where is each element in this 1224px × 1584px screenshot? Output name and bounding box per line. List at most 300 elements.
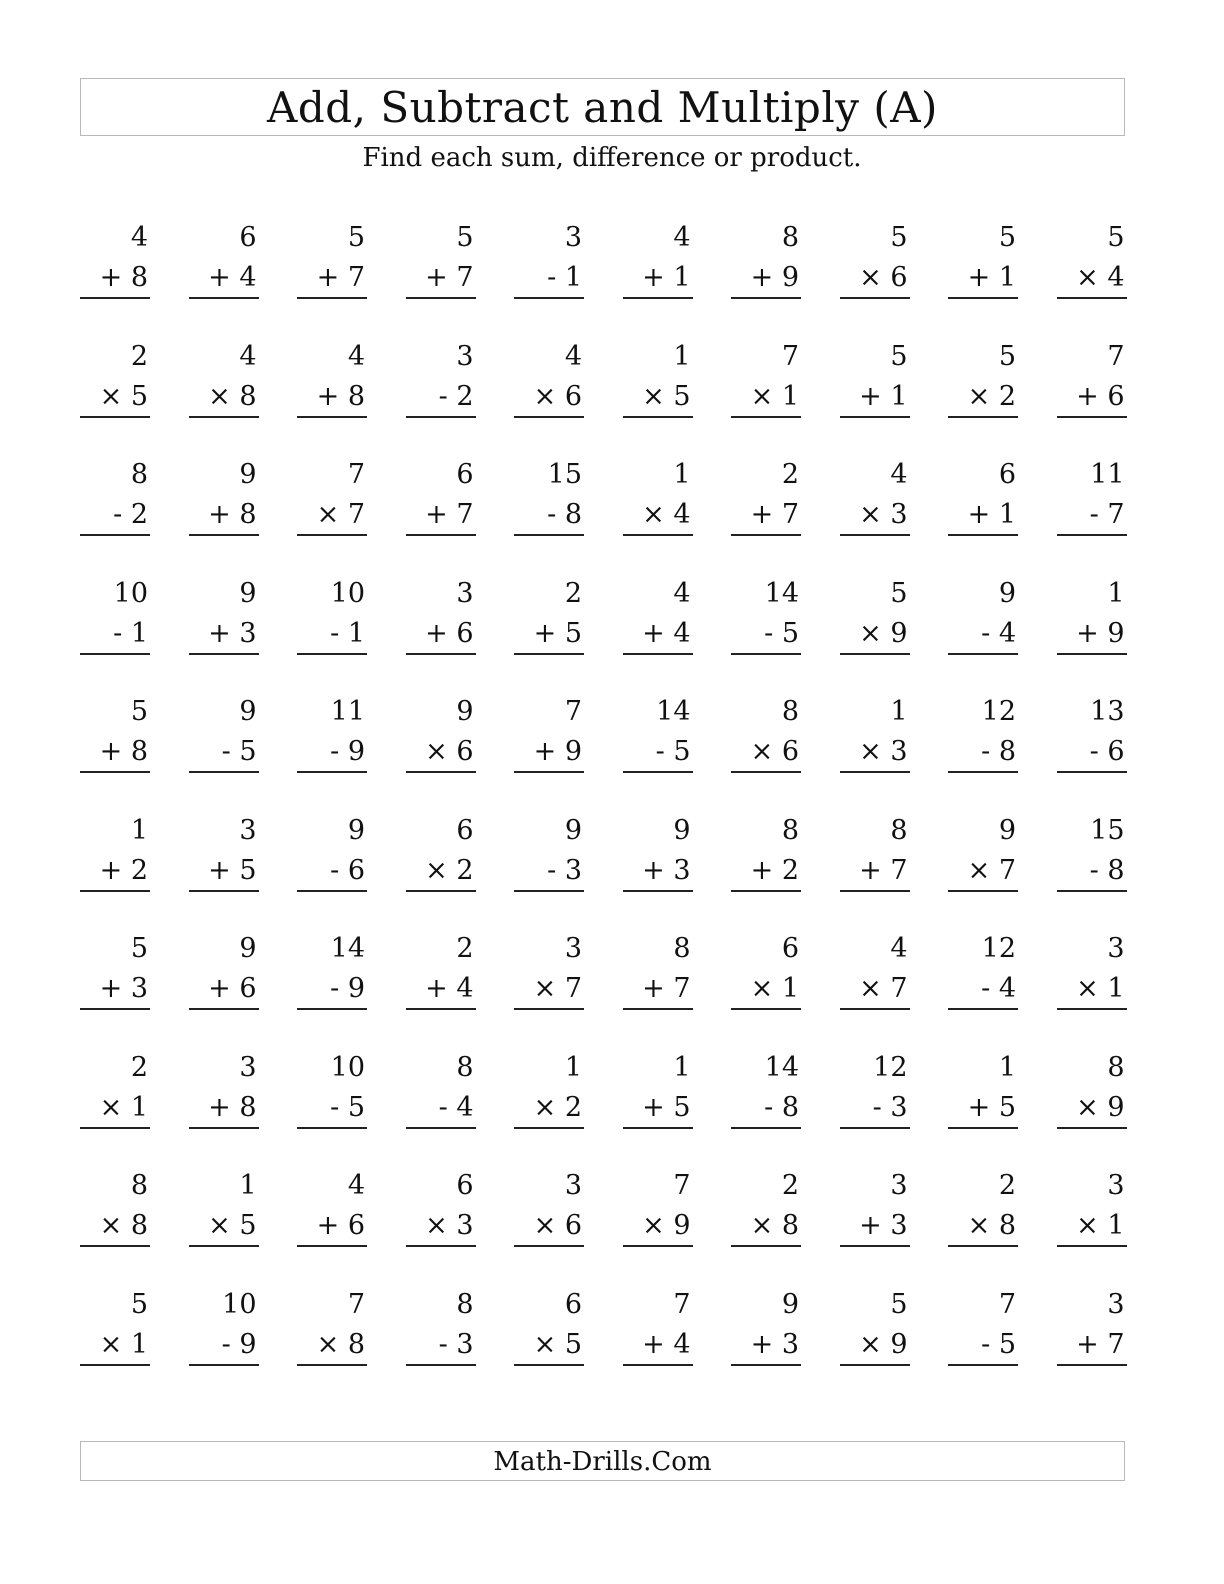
answer-line xyxy=(731,1364,801,1366)
problem-top-number: 12 xyxy=(981,933,1016,964)
problem-10-5 xyxy=(514,1287,584,1367)
problem-9-9 xyxy=(948,1168,1018,1248)
answer-line xyxy=(80,1127,150,1129)
problem-6-6 xyxy=(623,813,693,893)
problem-7-7 xyxy=(731,931,801,1011)
problem-operator-number: + 1 xyxy=(642,262,691,293)
problem-1-5 xyxy=(514,220,584,300)
problem-top-number: 6 xyxy=(456,814,474,846)
problem-top-number: 3 xyxy=(1107,1170,1125,1201)
answer-line xyxy=(297,1245,367,1247)
answer-line xyxy=(948,534,1018,536)
problem-operator-number: - 1 xyxy=(330,617,365,649)
problem-8-6 xyxy=(623,1050,693,1130)
answer-line xyxy=(514,890,584,892)
answer-line xyxy=(297,416,367,418)
problem-operator-number: + 8 xyxy=(316,380,365,412)
problem-top-number: 4 xyxy=(347,1170,365,1201)
answer-line xyxy=(406,1008,476,1010)
problem-operator-number: × 5 xyxy=(642,380,691,412)
problem-1-1 xyxy=(80,220,150,300)
problem-top-number: 15 xyxy=(1090,814,1125,846)
problem-top-number: 1 xyxy=(1107,577,1125,609)
problem-4-9 xyxy=(948,576,1018,656)
problem-9-3 xyxy=(297,1168,367,1248)
problem-operator-number: + 4 xyxy=(642,617,691,649)
problem-4-6 xyxy=(623,576,693,656)
problem-operator-number: + 4 xyxy=(208,262,257,293)
answer-line xyxy=(514,1127,584,1129)
problem-operator-number: × 4 xyxy=(642,499,691,530)
answer-line xyxy=(1057,1245,1127,1247)
problem-top-number: 9 xyxy=(239,577,257,609)
problem-top-number: 4 xyxy=(130,222,148,253)
problem-top-number: 3 xyxy=(564,1170,582,1201)
problem-2-3 xyxy=(297,339,367,419)
problem-operator-number: + 6 xyxy=(425,617,474,649)
problem-top-number: 5 xyxy=(1107,222,1125,253)
answer-line xyxy=(948,1364,1018,1366)
problem-operator-number: × 9 xyxy=(1076,1091,1125,1123)
problem-operator-number: - 8 xyxy=(764,1091,799,1123)
problem-operator-number: - 5 xyxy=(764,617,799,649)
problem-10-8 xyxy=(840,1287,910,1367)
problem-top-number: 10 xyxy=(330,1051,365,1083)
answer-line xyxy=(840,771,910,773)
answer-line xyxy=(840,416,910,418)
problem-top-number: 3 xyxy=(1107,933,1125,964)
answer-line xyxy=(731,534,801,536)
problem-operator-number: - 5 xyxy=(330,1091,365,1123)
answer-line xyxy=(623,297,693,299)
problem-top-number: 5 xyxy=(130,1288,148,1320)
problem-top-number: 3 xyxy=(239,1051,257,1083)
problem-top-number: 6 xyxy=(781,933,799,964)
problem-1-8 xyxy=(840,220,910,300)
problem-operator-number: - 3 xyxy=(438,1328,474,1360)
problem-1-2 xyxy=(189,220,259,300)
problem-operator-number: + 6 xyxy=(316,1210,365,1241)
problem-7-1 xyxy=(80,931,150,1011)
problem-3-8 xyxy=(840,457,910,537)
answer-line xyxy=(189,1364,259,1366)
problem-3-10 xyxy=(1057,457,1127,537)
problem-top-number: 8 xyxy=(130,459,148,490)
problem-5-2 xyxy=(189,694,259,774)
problem-5-8 xyxy=(840,694,910,774)
problem-10-6 xyxy=(623,1287,693,1367)
problem-top-number: 14 xyxy=(330,933,365,964)
problem-operator-number: - 4 xyxy=(981,617,1016,649)
problem-6-2 xyxy=(189,813,259,893)
answer-line xyxy=(1057,1008,1127,1010)
footer-box xyxy=(80,1441,1125,1481)
problem-operator-number: × 3 xyxy=(859,736,908,767)
answer-line xyxy=(297,890,367,892)
title-box xyxy=(80,78,1125,136)
problem-operator-number: + 8 xyxy=(208,1091,257,1123)
problem-top-number: 1 xyxy=(130,814,148,846)
problem-top-number: 2 xyxy=(456,933,474,964)
problem-3-1 xyxy=(80,457,150,537)
problem-top-number: 5 xyxy=(890,340,908,372)
answer-line xyxy=(948,771,1018,773)
problem-top-number: 8 xyxy=(781,814,799,846)
problem-10-7 xyxy=(731,1287,801,1367)
answer-line xyxy=(731,1245,801,1247)
problem-7-3 xyxy=(297,931,367,1011)
problem-top-number: 9 xyxy=(239,459,257,490)
problem-6-10 xyxy=(1057,813,1127,893)
answer-line xyxy=(80,416,150,418)
answer-line xyxy=(189,534,259,536)
answer-line xyxy=(189,416,259,418)
answer-line xyxy=(731,1008,801,1010)
problem-operator-number: - 5 xyxy=(221,736,257,767)
answer-line xyxy=(189,1127,259,1129)
problem-operator-number: × 3 xyxy=(859,499,908,530)
answer-line xyxy=(1057,1364,1127,1366)
problem-6-1 xyxy=(80,813,150,893)
problem-operator-number: + 1 xyxy=(967,499,1016,530)
problem-4-10 xyxy=(1057,576,1127,656)
problem-top-number: 6 xyxy=(564,1288,582,1320)
problem-6-4 xyxy=(406,813,476,893)
problem-operator-number: + 6 xyxy=(208,973,257,1004)
problem-8-3 xyxy=(297,1050,367,1130)
problem-operator-number: + 6 xyxy=(1076,380,1125,412)
problem-operator-number: - 3 xyxy=(872,1091,908,1123)
answer-line xyxy=(948,1245,1018,1247)
problem-operator-number: + 2 xyxy=(750,854,799,886)
problem-5-9 xyxy=(948,694,1018,774)
problem-operator-number: - 6 xyxy=(1089,736,1125,767)
answer-line xyxy=(623,1127,693,1129)
problem-top-number: 2 xyxy=(998,1170,1016,1201)
answer-line xyxy=(189,1008,259,1010)
problem-top-number: 4 xyxy=(673,577,691,609)
answer-line xyxy=(1057,771,1127,773)
problem-2-4 xyxy=(406,339,476,419)
problem-operator-number: × 6 xyxy=(425,736,474,767)
problem-operator-number: - 6 xyxy=(330,854,365,886)
problem-2-9 xyxy=(948,339,1018,419)
problem-top-number: 1 xyxy=(673,340,691,372)
problem-operator-number: + 8 xyxy=(208,499,257,530)
problem-operator-number: - 9 xyxy=(330,973,365,1004)
problem-top-number: 3 xyxy=(1107,1288,1125,1320)
problem-top-number: 10 xyxy=(330,577,365,609)
problem-operator-number: + 4 xyxy=(425,973,474,1004)
problem-grid xyxy=(80,220,1126,1380)
problem-8-4 xyxy=(406,1050,476,1130)
problem-3-9 xyxy=(948,457,1018,537)
problem-9-7 xyxy=(731,1168,801,1248)
problem-operator-number: × 7 xyxy=(859,973,908,1004)
answer-line xyxy=(623,1245,693,1247)
problem-top-number: 4 xyxy=(564,340,582,372)
problem-top-number: 3 xyxy=(456,340,474,372)
problem-top-number: 14 xyxy=(764,577,799,609)
problem-4-7 xyxy=(731,576,801,656)
answer-line xyxy=(731,653,801,655)
problem-operator-number: × 5 xyxy=(533,1328,582,1360)
problem-operator-number: + 3 xyxy=(208,617,257,649)
problem-operator-number: - 8 xyxy=(1089,854,1125,886)
answer-line xyxy=(406,653,476,655)
answer-line xyxy=(514,653,584,655)
problem-operator-number: - 5 xyxy=(655,736,691,767)
answer-line xyxy=(297,771,367,773)
problem-operator-number: - 3 xyxy=(547,854,582,886)
answer-line xyxy=(80,297,150,299)
answer-line xyxy=(840,534,910,536)
problem-top-number: 5 xyxy=(890,577,908,609)
answer-line xyxy=(623,1364,693,1366)
problem-top-number: 8 xyxy=(456,1288,474,1320)
problem-top-number: 2 xyxy=(130,340,148,372)
answer-line xyxy=(731,771,801,773)
problem-operator-number: × 1 xyxy=(750,973,799,1004)
problem-operator-number: - 7 xyxy=(1089,499,1125,530)
answer-line xyxy=(948,1008,1018,1010)
problem-top-number: 8 xyxy=(673,933,691,964)
problem-operator-number: × 2 xyxy=(533,1091,582,1123)
problem-top-number: 1 xyxy=(998,1051,1016,1083)
problem-6-8 xyxy=(840,813,910,893)
problem-operator-number: × 9 xyxy=(642,1210,691,1241)
instructions: Find each sum, difference or product. xyxy=(362,143,862,173)
problem-5-7 xyxy=(731,694,801,774)
answer-line xyxy=(80,771,150,773)
answer-line xyxy=(514,534,584,536)
answer-line xyxy=(189,890,259,892)
problem-4-4 xyxy=(406,576,476,656)
problem-top-number: 4 xyxy=(347,340,365,372)
problem-9-8 xyxy=(840,1168,910,1248)
problem-operator-number: + 8 xyxy=(99,736,148,767)
problem-top-number: 9 xyxy=(673,814,691,846)
problem-top-number: 1 xyxy=(564,1051,582,1083)
problem-9-10 xyxy=(1057,1168,1127,1248)
problem-operator-number: + 9 xyxy=(1076,617,1125,649)
problem-7-6 xyxy=(623,931,693,1011)
problem-top-number: 8 xyxy=(1107,1051,1125,1083)
answer-line xyxy=(189,1245,259,1247)
problem-1-9 xyxy=(948,220,1018,300)
problem-operator-number: + 7 xyxy=(859,854,908,886)
answer-line xyxy=(514,297,584,299)
problem-2-7 xyxy=(731,339,801,419)
problem-top-number: 9 xyxy=(564,814,582,846)
answer-line xyxy=(406,416,476,418)
problem-top-number: 5 xyxy=(347,222,365,253)
problem-operator-number: + 3 xyxy=(99,973,148,1004)
page-title: Add, Subtract and Multiply (A) xyxy=(267,83,938,132)
problem-7-5 xyxy=(514,931,584,1011)
problem-7-2 xyxy=(189,931,259,1011)
problem-operator-number: + 7 xyxy=(1076,1328,1125,1360)
problem-operator-number: × 4 xyxy=(1076,262,1125,293)
problem-5-5 xyxy=(514,694,584,774)
problem-top-number: 8 xyxy=(890,814,908,846)
problem-operator-number: + 7 xyxy=(425,499,474,530)
problem-operator-number: - 9 xyxy=(221,1328,257,1360)
problem-1-6 xyxy=(623,220,693,300)
problem-10-9 xyxy=(948,1287,1018,1367)
problem-top-number: 6 xyxy=(239,222,257,253)
problem-operator-number: - 4 xyxy=(981,973,1016,1004)
problem-10-2 xyxy=(189,1287,259,1367)
problem-4-3 xyxy=(297,576,367,656)
answer-line xyxy=(840,653,910,655)
problem-top-number: 5 xyxy=(890,222,908,253)
problem-top-number: 3 xyxy=(890,1170,908,1201)
problem-top-number: 7 xyxy=(1107,340,1125,372)
problem-operator-number: × 6 xyxy=(859,262,908,293)
problem-4-2 xyxy=(189,576,259,656)
answer-line xyxy=(623,1008,693,1010)
answer-line xyxy=(1057,416,1127,418)
answer-line xyxy=(406,1127,476,1129)
problem-top-number: 1 xyxy=(890,696,908,727)
problem-operator-number: × 5 xyxy=(99,380,148,412)
problem-operator-number: × 6 xyxy=(750,736,799,767)
problem-operator-number: × 1 xyxy=(99,1091,148,1123)
problem-top-number: 12 xyxy=(981,696,1016,727)
problem-8-8 xyxy=(840,1050,910,1130)
answer-line xyxy=(406,534,476,536)
problem-2-5 xyxy=(514,339,584,419)
problem-operator-number: + 5 xyxy=(208,854,257,886)
answer-line xyxy=(1057,653,1127,655)
answer-line xyxy=(514,1008,584,1010)
problem-top-number: 8 xyxy=(781,696,799,727)
problem-top-number: 1 xyxy=(673,459,691,490)
problem-operator-number: - 1 xyxy=(113,617,148,649)
problem-top-number: 6 xyxy=(998,459,1016,490)
answer-line xyxy=(1057,1127,1127,1129)
problem-10-1 xyxy=(80,1287,150,1367)
answer-line xyxy=(840,1364,910,1366)
problem-top-number: 5 xyxy=(130,933,148,964)
answer-line xyxy=(297,534,367,536)
problem-8-5 xyxy=(514,1050,584,1130)
problem-operator-number: × 8 xyxy=(208,380,257,412)
problem-3-3 xyxy=(297,457,367,537)
answer-line xyxy=(840,297,910,299)
answer-line xyxy=(948,297,1018,299)
problem-top-number: 8 xyxy=(781,222,799,253)
problem-operator-number: × 8 xyxy=(750,1210,799,1241)
problem-top-number: 1 xyxy=(673,1051,691,1083)
problem-top-number: 7 xyxy=(781,340,799,372)
problem-top-number: 2 xyxy=(564,577,582,609)
answer-line xyxy=(189,771,259,773)
problem-top-number: 9 xyxy=(781,1288,799,1320)
problem-operator-number: + 2 xyxy=(99,854,148,886)
problem-2-2 xyxy=(189,339,259,419)
problem-1-3 xyxy=(297,220,367,300)
answer-line xyxy=(1057,297,1127,299)
problem-10-3 xyxy=(297,1287,367,1367)
problem-operator-number: × 7 xyxy=(967,854,1016,886)
problem-operator-number: + 5 xyxy=(533,617,582,649)
problem-6-9 xyxy=(948,813,1018,893)
problem-operator-number: + 1 xyxy=(859,380,908,412)
problem-3-2 xyxy=(189,457,259,537)
problem-8-1 xyxy=(80,1050,150,1130)
problem-8-10 xyxy=(1057,1050,1127,1130)
answer-line xyxy=(948,1127,1018,1129)
problem-operator-number: × 1 xyxy=(750,380,799,412)
problem-top-number: 4 xyxy=(890,933,908,964)
problem-operator-number: - 2 xyxy=(438,380,474,412)
problem-operator-number: × 2 xyxy=(967,380,1016,412)
problem-operator-number: + 3 xyxy=(642,854,691,886)
problem-top-number: 9 xyxy=(239,696,257,727)
problem-top-number: 15 xyxy=(547,459,582,490)
problem-top-number: 7 xyxy=(673,1170,691,1201)
answer-line xyxy=(80,1245,150,1247)
problem-operator-number: + 7 xyxy=(316,262,365,293)
problem-top-number: 1 xyxy=(239,1170,257,1201)
problem-operator-number: - 4 xyxy=(438,1091,474,1123)
problem-operator-number: × 6 xyxy=(533,380,582,412)
answer-line xyxy=(514,1364,584,1366)
problem-top-number: 9 xyxy=(998,577,1016,609)
answer-line xyxy=(840,1245,910,1247)
problem-top-number: 6 xyxy=(456,459,474,490)
problem-top-number: 7 xyxy=(564,696,582,727)
problem-top-number: 7 xyxy=(347,459,365,490)
problem-top-number: 14 xyxy=(764,1051,799,1083)
problem-top-number: 8 xyxy=(456,1051,474,1083)
problem-top-number: 5 xyxy=(998,222,1016,253)
problem-5-1 xyxy=(80,694,150,774)
problem-top-number: 10 xyxy=(113,577,148,609)
problem-operator-number: - 1 xyxy=(547,262,582,293)
problem-8-7 xyxy=(731,1050,801,1130)
problem-5-10 xyxy=(1057,694,1127,774)
answer-line xyxy=(840,890,910,892)
answer-line xyxy=(406,771,476,773)
answer-line xyxy=(1057,890,1127,892)
problem-top-number: 5 xyxy=(998,340,1016,372)
answer-line xyxy=(297,1127,367,1129)
problem-top-number: 9 xyxy=(456,696,474,727)
answer-line xyxy=(731,416,801,418)
problem-operator-number: × 9 xyxy=(859,1328,908,1360)
answer-line xyxy=(623,771,693,773)
problem-operator-number: × 7 xyxy=(533,973,582,1004)
problem-operator-number: × 6 xyxy=(533,1210,582,1241)
problem-top-number: 3 xyxy=(564,933,582,964)
problem-top-number: 9 xyxy=(239,933,257,964)
problem-operator-number: + 9 xyxy=(533,736,582,767)
problem-2-6 xyxy=(623,339,693,419)
problem-top-number: 10 xyxy=(222,1288,257,1320)
problem-7-10 xyxy=(1057,931,1127,1011)
problem-4-1 xyxy=(80,576,150,656)
problem-operator-number: + 5 xyxy=(967,1091,1016,1123)
answer-line xyxy=(80,1008,150,1010)
answer-line xyxy=(948,416,1018,418)
problem-5-6 xyxy=(623,694,693,774)
answer-line xyxy=(840,1127,910,1129)
problem-top-number: 5 xyxy=(890,1288,908,1320)
problem-5-3 xyxy=(297,694,367,774)
